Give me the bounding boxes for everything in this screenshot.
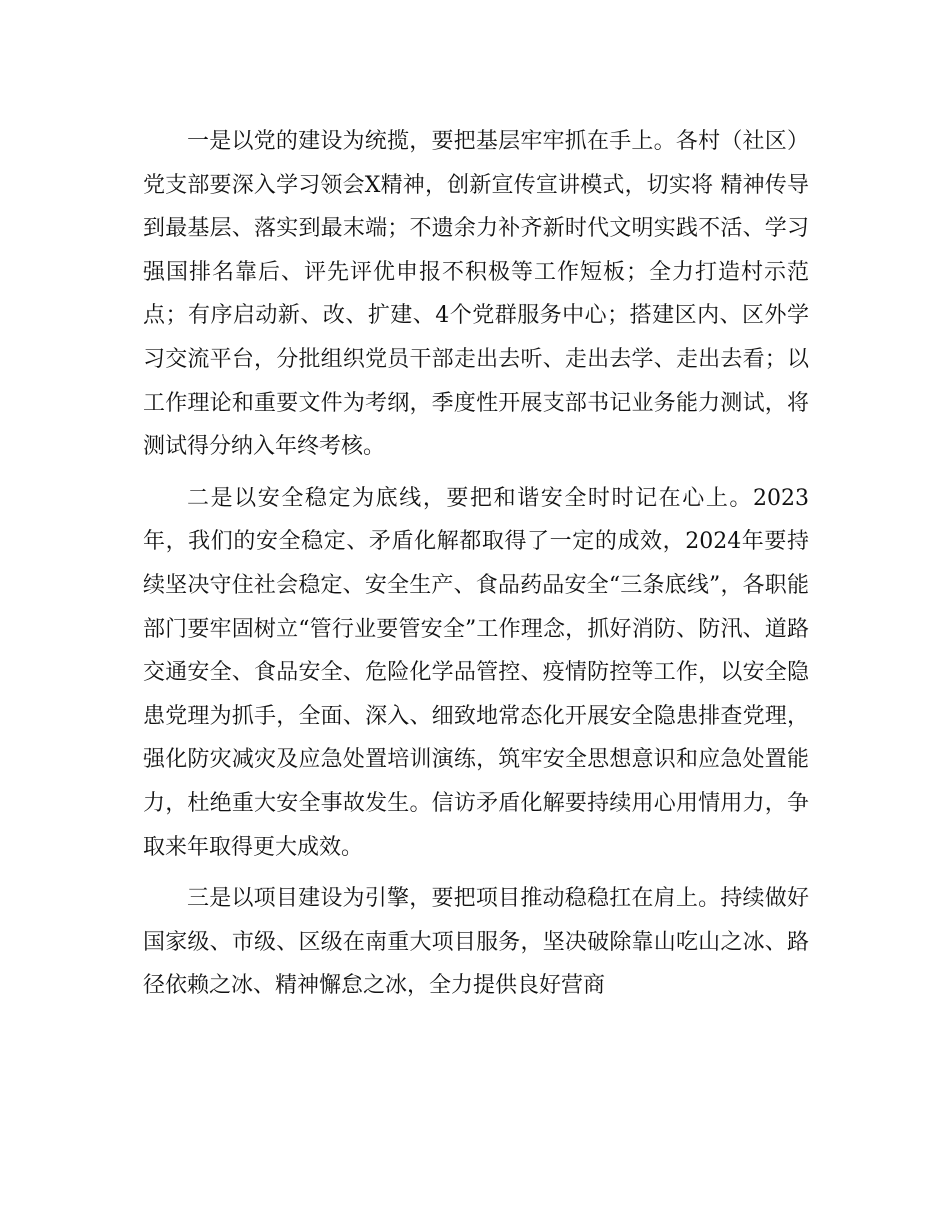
paragraph-project-construction: 三是以项目建设为引擎，要把项目推动稳稳扛在肩上。持续做好国家级、市级、区级在南重大项目服务，坚决破除靠山吃山之冰、路径依赖之冰、精神懈怠之冰，全力提供良好营商: [143, 886, 809, 999]
paragraph-party-building: 一是以党的建设为统揽，要把基层牢牢抓在手上。各村（社区）党支部要深入学习领会X精神，创新宣传宣讲模式，切实将 精神传导到最基层、落实到最末端；不遗余力补齐新时代文明实践不活、学习强国排名靠后、评先评优申报不积极等工作短板；全力打造村示范点；有序启动新、改、扩建、4个党群服务中心；搭建区内、区外学习交流平台，分批组织党员干部走出去听、走出去学、走出去看；以工作理论和重要文件为考纲，季度性开展支部书记业务能力测试，将测试得分纳入年终考核。: [143, 129, 809, 460]
document-body: [143, 120, 809, 1016]
paragraph-safety-stability: 二是以安全稳定为底线，要把和谐安全时时记在心上。2023年，我们的安全稳定、矛盾化解都取得了一定的成效，2024年要持续坚决守住社会稳定、安全生产、食品药品安全“三条底线”，各职能部门要牢固树立“管行业要管安全”工作理念，抓好消防、防汛、道路交通安全、食品安全、危险化学品管控、疫情防控等工作，以安全隐患党理为抓手，全面、深入、细致地常态化开展安全隐患排查党理，强化防灾减灾及应急处置培训演练，筑牢安全思想意识和应急处置能力，杜绝重大安全事故发生。信访矛盾化解要持续用心用情用力，争取来年取得更大成效。: [143, 485, 809, 860]
